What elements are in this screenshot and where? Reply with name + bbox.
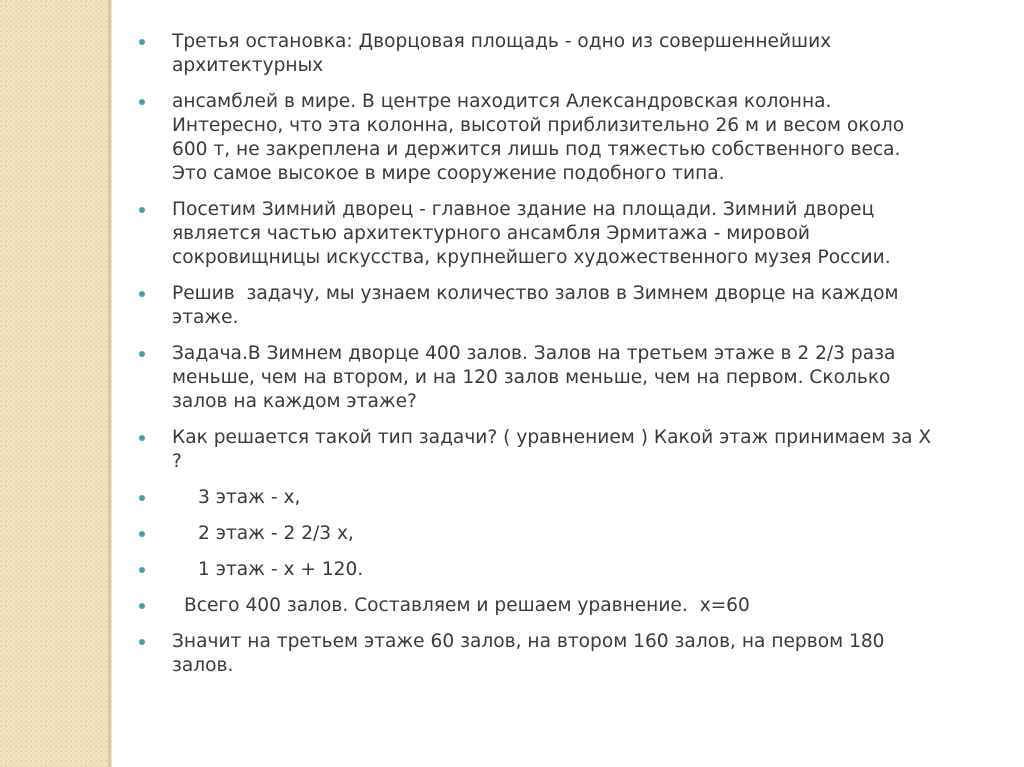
list-item-text: Посетим Зимний дворец - главное здание на площади. Зимний дворец является частью архитектурного ансамбля Эрмитажа - мировой сокровищницы искусства, крупнейшего художественного музея России. — [172, 199, 891, 268]
list-item — [136, 342, 936, 414]
list-item-text: Значит на третьем этаже 60 залов, на втором 160 залов, на первом 180 залов. — [172, 631, 891, 676]
bullet-icon — [139, 567, 145, 573]
list-item-text: Решив задачу, мы узнаем количество залов в Зимнем дворце на каждом этаже. — [172, 283, 905, 328]
bullet-icon — [139, 291, 145, 297]
list-item — [136, 30, 936, 78]
list-item — [136, 198, 936, 270]
list-item-text: Как решается такой тип задачи? ( уравнением ) Какой этаж принимаем за Х ? — [172, 427, 938, 472]
bullet-icon — [139, 351, 145, 357]
bullet-icon — [139, 207, 145, 213]
bullet-icon — [139, 435, 145, 441]
list-item — [136, 426, 936, 474]
list-item-text: 1 этаж - х + 120. — [198, 559, 364, 580]
bullet-icon — [139, 495, 145, 501]
list-item — [136, 522, 936, 546]
bullet-icon — [139, 603, 145, 609]
bullet-icon — [139, 639, 145, 645]
list-item — [136, 558, 936, 582]
bullet-icon — [139, 531, 145, 537]
list-item — [136, 90, 936, 186]
bullet-list — [136, 30, 936, 678]
list-item-text: 3 этаж - х, — [198, 487, 301, 508]
decorative-side-band — [0, 0, 108, 767]
list-item — [136, 630, 936, 678]
slide-content — [136, 30, 936, 690]
list-item-text: Задача.В Зимнем дворце 400 залов. Залов на третьем этаже в 2 2/3 раза меньше, чем на втором, и на 120 залов меньше, чем на первом. Сколько залов на каждом этаже? — [172, 343, 902, 412]
list-item-text: 2 этаж - 2 2/3 х, — [198, 523, 354, 544]
list-item — [136, 594, 936, 618]
list-item-text: ансамблей в мире. В центре находится Александровская колонна. Интересно, что эта колонна, высотой приблизительно 26 м и весом около 600 т, не закреплена и держится лишь под тяжестью собственного веса. Это самое высокое в мире сооружение подобного типа. — [172, 91, 911, 184]
list-item-text: Всего 400 залов. Составляем и решаем уравнение. х=60 — [184, 595, 750, 616]
bullet-icon — [139, 39, 145, 45]
list-item — [136, 486, 936, 510]
bullet-icon — [139, 99, 145, 105]
side-divider-highlight — [111, 0, 112, 767]
list-item — [136, 282, 936, 330]
list-item-text: Третья остановка: Дворцовая площадь - одно из совершеннейших архитектурных — [172, 31, 838, 76]
